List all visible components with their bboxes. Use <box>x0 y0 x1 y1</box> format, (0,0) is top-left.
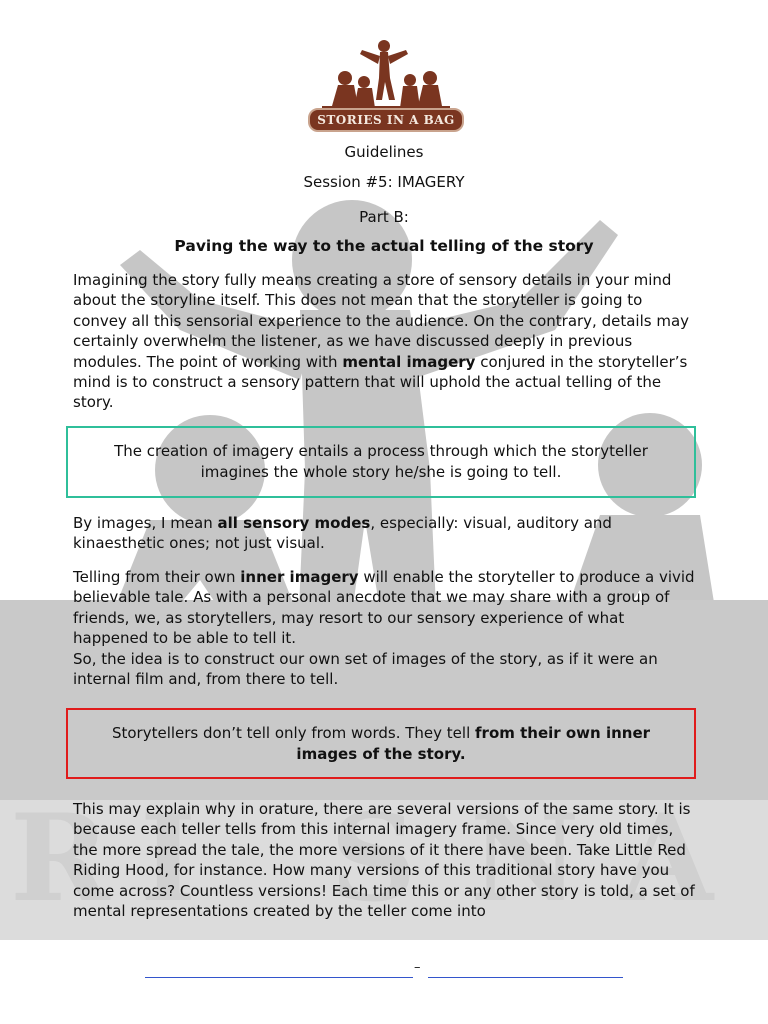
paragraph-inner-text-a: Telling from their own <box>73 568 241 586</box>
imagery-definition-box <box>66 426 696 498</box>
storytellers-quote-box <box>66 708 696 779</box>
svg-text:N: N <box>470 788 580 929</box>
footer-link-left[interactable] <box>145 977 413 978</box>
svg-text:I: I <box>140 788 197 929</box>
svg-text:S: S <box>330 788 417 929</box>
stories-in-a-bag-logo <box>300 38 470 134</box>
paragraph-sensory-bold: all sensory modes <box>217 514 371 532</box>
logo-banner-text: STORIES IN A BAG <box>308 108 464 132</box>
section-heading: Paving the way to the actual telling of the story <box>174 237 594 255</box>
storytellers-figures-icon <box>300 38 470 118</box>
quote-text-a: Storytellers don’t tell only from words. They tell <box>111 723 476 742</box>
paragraph-inner-imagery <box>73 567 698 689</box>
paragraph-intro-text-b: conjured in the storyteller’s mind is to construct a sensory pattern that will uphold the actual telling of the story. <box>73 352 688 412</box>
storytellers-quote-text <box>98 723 664 765</box>
paragraph-inner-text-c: So, the idea is to construct our own set of images of the story, as if it were an internal film and, from there to tell. <box>73 649 658 689</box>
svg-text:A: A <box>620 788 714 929</box>
svg-text:R: R <box>10 788 110 929</box>
quote-text-bold: from their own inner images of the story. <box>296 723 651 763</box>
paragraph-sensory-text-b: , especially: visual, auditory and kinaesthetic ones; not just visual. <box>73 514 612 553</box>
imagery-definition-text: The creation of imagery entails a process through which the storyteller imagines the whole story he/she is going to tell. <box>114 442 648 481</box>
paragraph-intro-text-a: Imagining the story fully means creating a store of sensory details in your mind about the storyline itself. This does not mean that the storyteller is going to convey all this sensorial experience to the audience. On the contrary, details may certainly overwhelm the listener, as we have discussed deeply in previous modules. The point of working with <box>73 271 690 371</box>
guidelines-label: Guidelines <box>344 143 424 161</box>
footer-link-right[interactable] <box>428 977 623 978</box>
paragraph-orature: This may explain why in orature, there are several versions of the same story. It is because each teller tells from this internal imagery frame. Since very old times, the more spread the tale, the more versions of it there have been. Take Little Red Riding Hood, for instance. How many versions of this traditional story have you come across? Countless versions! Each time this or any other story is told, a set of mental representations created by the teller come into <box>73 800 695 921</box>
session-title: Session #5: IMAGERY <box>303 173 465 191</box>
paragraph-inner-bold: inner imagery <box>240 568 359 586</box>
paragraph-intro-bold: mental imagery <box>342 352 476 371</box>
paragraph-sensory-text-a: By images, I mean <box>73 514 218 532</box>
part-label: Part B: <box>359 208 409 226</box>
paragraph-inner-text-b: will enable the storyteller to produce a vivid believable tale. As with a personal anecdote that we may share with a group of friends, we, as storytellers, may resort to our sensory experience of what happened to be able to tell it. <box>73 568 695 648</box>
paragraph-sensory-modes <box>73 513 698 554</box>
footer-dash: – <box>414 960 421 975</box>
paragraph-intro <box>73 270 698 413</box>
